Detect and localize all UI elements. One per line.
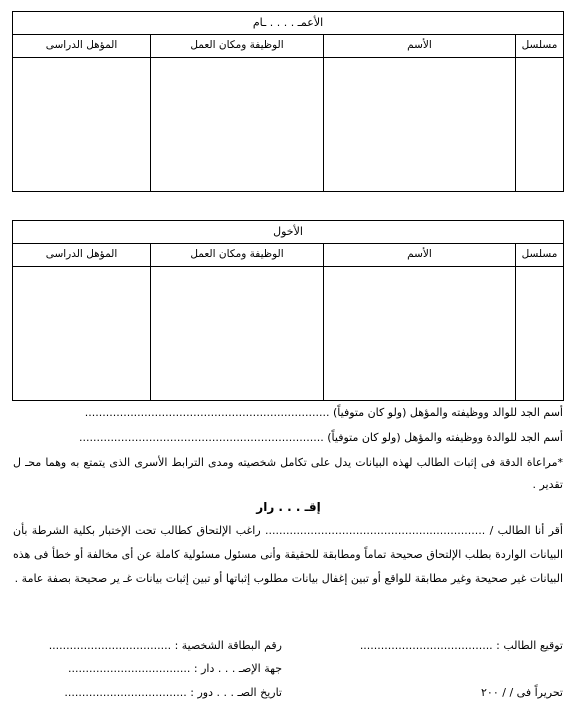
table-header-row (13, 244, 563, 267)
student-signature-field[interactable]: توقيع الطالب : ...................................... (359, 639, 563, 652)
cell-serial[interactable] (515, 58, 563, 191)
table-header-row (13, 35, 563, 58)
cell-qualification[interactable] (13, 267, 150, 400)
written-date-field[interactable]: تحريراً فى / / ٢٠٠ (481, 686, 563, 699)
table-title: الأعمـ . . . . ـام (13, 12, 563, 35)
cell-name[interactable] (323, 267, 515, 400)
uncles-table (12, 220, 564, 401)
col-name-header: الأسم (323, 35, 515, 57)
father-grandfather-field[interactable]: أسم الجد للوالد ووظيفته والمؤهل (ولو كان متوفياً) ...................................................................... (84, 406, 563, 419)
issue-date-field[interactable]: تاريخ الصـ . . . دور : ................................... (64, 686, 282, 699)
col-serial-header: مسلسل (515, 35, 563, 57)
mother-grandfather-field[interactable]: أسم الجد للوالدة ووظيفته والمؤهل (ولو كان متوفياً) ...................................................................... (78, 431, 563, 444)
col-job-header: الوظيفة ومكان العمل (150, 35, 323, 57)
col-qualification-header: المؤهل الدراسى (45, 248, 118, 260)
issuer-field[interactable]: جهة الإصـ . . . دار : ................................... (68, 662, 282, 675)
grandparents-table (12, 11, 564, 192)
cell-qualification[interactable] (13, 58, 150, 191)
table-title: الأخول (13, 221, 563, 244)
col-name-header: الأسم (323, 244, 515, 266)
cell-job[interactable] (150, 58, 323, 191)
cell-name[interactable] (323, 58, 515, 191)
cell-job[interactable] (150, 267, 323, 400)
acknowledgement-title: إقـ . . . رار (256, 500, 321, 514)
id-number-field[interactable]: رقم البطاقة الشخصية : ................................... (48, 639, 282, 652)
col-qualification-header: المؤهل الدراسى (45, 39, 118, 51)
accuracy-note: *مراعاة الدقة فى إثبات الطالب لهذه البيانات يدل على تكامل شخصيته ومدى الترابط الأسرى الذى يتمتع به وهما محـ ل تقدير . (13, 456, 563, 491)
table-body[interactable] (13, 267, 563, 400)
col-job-header: الوظيفة ومكان العمل (150, 244, 323, 266)
table-body[interactable] (13, 58, 563, 191)
cell-serial[interactable] (515, 267, 563, 400)
acknowledgement-body: أقر أنا الطالب / ............................................................... راغب الإلتحاق كطالب تحت الإختبار بكلية الشرطة بأن البيانات الواردة بطلب الإلتحاق صحيحة تماماً ومطابقة للحقيقة وأنى مسئول مسئولية كاملة عن أى مخالفة أو خطأ فى هذه البيانات غير صحيحة وغير مطابقة للواقع أو تبين إغفال بيانات مطلوب إثباتها أو تبين إثبات بيانات غـ ير صحيحة بصفة عامة . (13, 524, 563, 585)
col-serial-header: مسلسل (515, 244, 563, 266)
